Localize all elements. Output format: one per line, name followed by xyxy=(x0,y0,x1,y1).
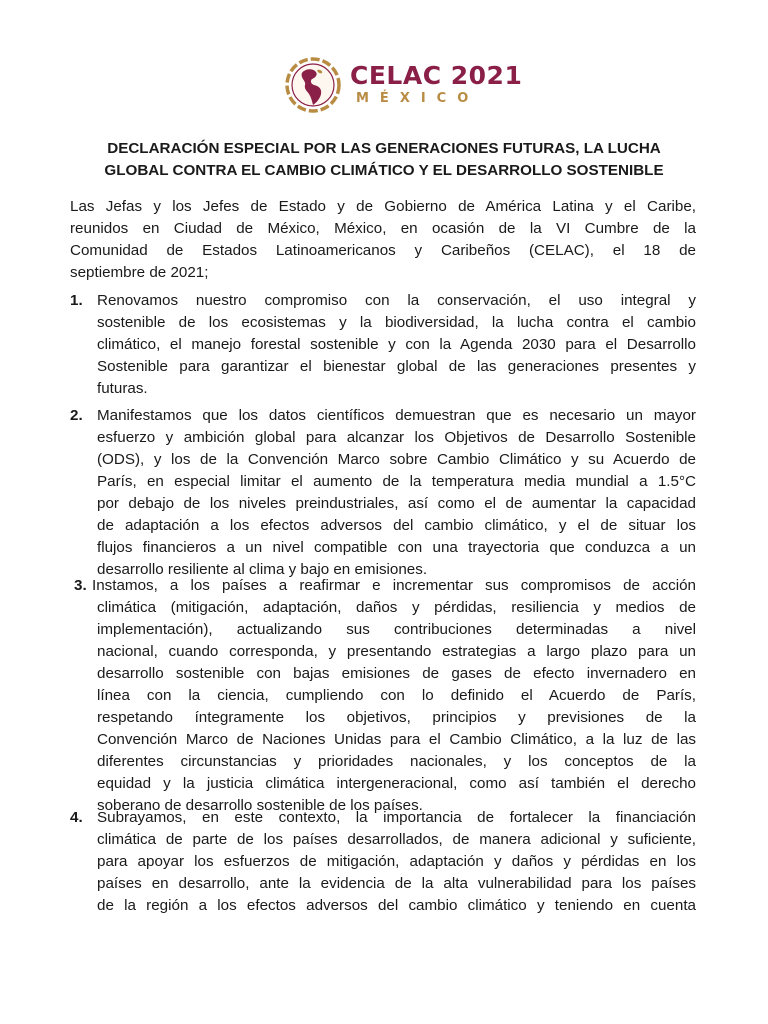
text-line: respetando íntegramente los objetivos, principios y previsiones de la xyxy=(97,709,696,726)
text-line: implementación), actualizando sus contribuciones determinadas a nivel xyxy=(97,621,696,638)
text-line: Sostenible para garantizar el bienestar global de las generaciones presentes y xyxy=(97,358,696,375)
text-line: flujos financieros a un nivel compatible con una trayectoria que conduzca a un xyxy=(97,539,696,556)
text-line: nacional, cuando corresponda, y presentando estrategias a largo plazo para un xyxy=(97,643,696,660)
text-line: esfuerzo y ambición global para alcanzar los Objetivos de Desarrollo Sostenible xyxy=(97,429,696,446)
intro-paragraph xyxy=(70,196,696,284)
item-number: 3. xyxy=(74,577,87,594)
celac-logo xyxy=(284,56,522,114)
text-line: futuras. xyxy=(97,380,148,397)
text-line: de adaptación a los efectos adversos del cambio climático, y el de situar los xyxy=(97,517,696,534)
text-line: (ODS), y los de la Convención Marco sobre Cambio Climático y su Acuerdo de xyxy=(97,451,696,468)
text-line: climático, el manejo forestal sostenible y con la Agenda 2030 para el Desarrollo xyxy=(97,336,696,353)
text-line: sostenible de los ecosistemas y la biodiversidad, la lucha contra el cambio xyxy=(97,314,696,331)
americas-globe-icon xyxy=(284,56,342,114)
text-line: Las Jefas y los Jefes de Estado y de Gobierno de América Latina y el Caribe, xyxy=(70,198,696,215)
text-line: reunidos en Ciudad de México, México, en ocasión de la VI Cumbre de la xyxy=(70,220,696,237)
text-line: países en desarrollo, ante la evidencia de la alta vulnerabilidad para los países xyxy=(97,875,696,892)
text-line: para apoyar los esfuerzos de mitigación, adaptación y daños y pérdidas en los xyxy=(97,853,696,870)
title-line: DECLARACIÓN ESPECIAL POR LAS GENERACIONES FUTURAS, LA LUCHA xyxy=(107,140,661,157)
text-line: equidad y la justicia climática intergeneracional, como así también el derecho xyxy=(97,775,696,792)
text-line: de la región a los efectos adversos del cambio climático y teniendo en cuenta xyxy=(97,897,696,914)
logo-title: CELAC 2021 xyxy=(350,61,523,90)
text-line: Instamos, a los países a reafirmar e incrementar sus compromisos de acción xyxy=(92,577,696,594)
text-line: por debajo de los niveles preindustriales, así como el de aumentar la capacidad xyxy=(97,495,696,512)
logo-subtitle: MÉXICO xyxy=(356,91,480,106)
text-line: desarrollo resiliente al clima y bajo en emisiones. xyxy=(97,561,428,578)
text-line: septiembre de 2021; xyxy=(70,264,209,281)
text-line: soberano de desarrollo sostenible de los países. xyxy=(97,797,423,814)
document-title xyxy=(60,138,708,182)
text-line: línea con la ciencia, cumpliendo con lo definido el Acuerdo de París, xyxy=(97,687,696,704)
text-line: Convención Marco de Naciones Unidas para el Cambio Climático, a la luz de las xyxy=(97,731,696,748)
title-line: GLOBAL CONTRA EL CAMBIO CLIMÁTICO Y EL DESARROLLO SOSTENIBLE xyxy=(104,162,664,179)
text-line: Subrayamos, en este contexto, la importancia de fortalecer la financiación xyxy=(97,809,696,826)
text-line: climática de parte de los países desarrollados, de manera adicional y suficiente, xyxy=(97,831,696,848)
item-number: 2. xyxy=(70,407,83,424)
text-line: climática (mitigación, adaptación, daños y pérdidas, resiliencia y medios de xyxy=(97,599,696,616)
text-line: Renovamos nuestro compromiso con la conservación, el uso integral y xyxy=(97,292,696,309)
item-number: 1. xyxy=(70,292,83,309)
text-line: Comunidad de Estados Latinoamericanos y Caribeños (CELAC), el 18 de xyxy=(70,242,696,259)
text-line: desarrollo sostenible con bajas emisiones de gases de efecto invernadero en xyxy=(97,665,696,682)
text-line: diferentes circunstancias y prioridades nacionales, y los conceptos de la xyxy=(97,753,696,770)
text-line: Manifestamos que los datos científicos demuestran que es necesario un mayor xyxy=(97,407,696,424)
text-line: París, en especial limitar el aumento de la temperatura media mundial a 1.5°C xyxy=(97,473,696,490)
item-number: 4. xyxy=(70,809,83,826)
